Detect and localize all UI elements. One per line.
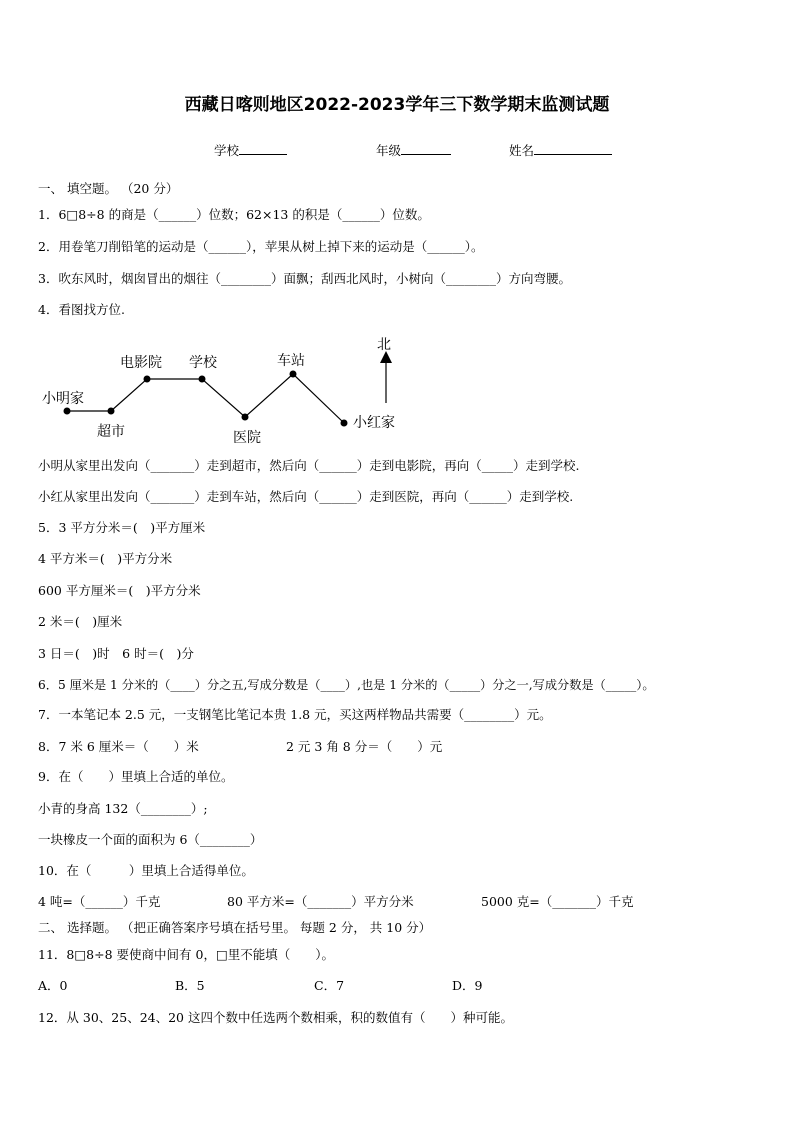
point-station xyxy=(290,371,297,378)
school-label: 学校 xyxy=(214,143,240,158)
question-11-stem: 11．8□8÷8 要使商中间有 0，□里不能填（ ）。 xyxy=(38,947,335,962)
label-school: 学校 xyxy=(189,355,217,371)
point-cinema xyxy=(144,376,151,383)
question-3: 3．吹东风时，烟囱冒出的烟往（________）面飘；刮西北风时，小树向（________）方向弯腰。 xyxy=(38,271,571,286)
label-station: 车站 xyxy=(277,353,305,369)
question-12: 12．从 30、25、24、20 这四个数中任选两个数相乘，积的数值有（ ）种可能。 xyxy=(38,1010,513,1025)
question-5e: 3 日＝( )时 6 时＝( )分 xyxy=(38,646,194,661)
question-6: 6．5 厘米是 1 分米的（____）分之五,写成分数是（____）,也是 1 分米的（_____）分之一,写成分数是（_____）。 xyxy=(38,678,655,692)
name-label: 姓名 xyxy=(509,143,535,158)
question-10b: 80 平方米=（_______）平方分米 xyxy=(227,894,414,909)
question-1: 1．6□8÷8 的商是（______）位数；62×13 的积是（______）位数。 xyxy=(38,207,430,222)
grade-blank xyxy=(401,142,451,155)
grade-field xyxy=(376,141,451,159)
label-north: 北 xyxy=(377,337,391,353)
question-11-option-c: C．7 xyxy=(314,978,345,993)
grade-label: 年级 xyxy=(376,143,402,158)
question-5c: 600 平方厘米＝( )平方分米 xyxy=(38,583,201,598)
question-10c: 5000 克=（_______）千克 xyxy=(481,894,634,909)
label-hospital: 医院 xyxy=(233,430,261,446)
question-9a: 小青的身高 132（________）; xyxy=(38,801,208,816)
label-xiaoming: 小明家 xyxy=(42,391,84,407)
point-hospital xyxy=(242,414,249,421)
question-4-stem: 4．看图找方位. xyxy=(38,302,125,317)
school-field xyxy=(214,141,287,159)
section1-heading: 一、 填空题。 （20 分） xyxy=(38,181,179,196)
question-11-option-d: D．9 xyxy=(452,978,483,993)
name-field xyxy=(509,141,612,159)
school-blank xyxy=(239,142,287,155)
point-xiaohong xyxy=(341,420,348,427)
north-arrow-icon xyxy=(380,351,392,403)
point-xiaoming xyxy=(64,408,71,415)
map-points xyxy=(64,371,348,427)
question-10-stem: 10．在（ ）里填上合适得单位。 xyxy=(38,863,254,878)
question-9b: 一块橡皮一个面的面积为 6（________） xyxy=(38,832,263,847)
point-supermarket xyxy=(108,408,115,415)
question-5b: 4 平方米＝( )平方分米 xyxy=(38,551,173,566)
name-blank xyxy=(534,142,612,155)
map-route xyxy=(67,374,344,423)
direction-map xyxy=(0,325,794,450)
question-5a: 5．3 平方分米＝( )平方厘米 xyxy=(38,520,206,535)
question-4-line2: 小红从家里出发向（_______）走到车站，然后向（______）走到医院，再向（______）走到学校. xyxy=(38,489,574,504)
question-11-option-a: A．0 xyxy=(38,978,68,993)
label-xiaohong: 小红家 xyxy=(353,415,395,431)
question-2: 2．用卷笔刀削铅笔的运动是（______），苹果从树上掉下来的运动是（______）。 xyxy=(38,239,484,254)
point-school xyxy=(199,376,206,383)
question-8a: 8．7 米 6 厘米＝（ ）米 xyxy=(38,739,199,754)
question-5d: 2 米＝( )厘米 xyxy=(38,614,123,629)
question-10a: 4 吨=（______）千克 xyxy=(38,894,161,909)
question-4-line1: 小明从家里出发向（_______）走到超市，然后向（______）走到电影院，再向（_____）走到学校. xyxy=(38,458,580,473)
question-9-stem: 9．在（ ）里填上合适的单位。 xyxy=(38,769,234,784)
question-7: 7．一本笔记本 2.5 元，一支钢笔比笔记本贵 1.8 元，买这两样物品共需要（________）元。 xyxy=(38,707,552,722)
question-8b: 2 元 3 角 8 分＝（ ）元 xyxy=(286,739,443,754)
label-cinema: 电影院 xyxy=(120,355,162,371)
page-title: 西藏日喀则地区2022-2023学年三下数学期末监测试题 xyxy=(184,95,610,115)
question-11-option-b: B．5 xyxy=(175,978,205,993)
label-supermarket: 超市 xyxy=(97,424,125,440)
section2-heading: 二、 选择题。 （把正确答案序号填在括号里。 每题 2 分， 共 10 分） xyxy=(38,920,432,935)
